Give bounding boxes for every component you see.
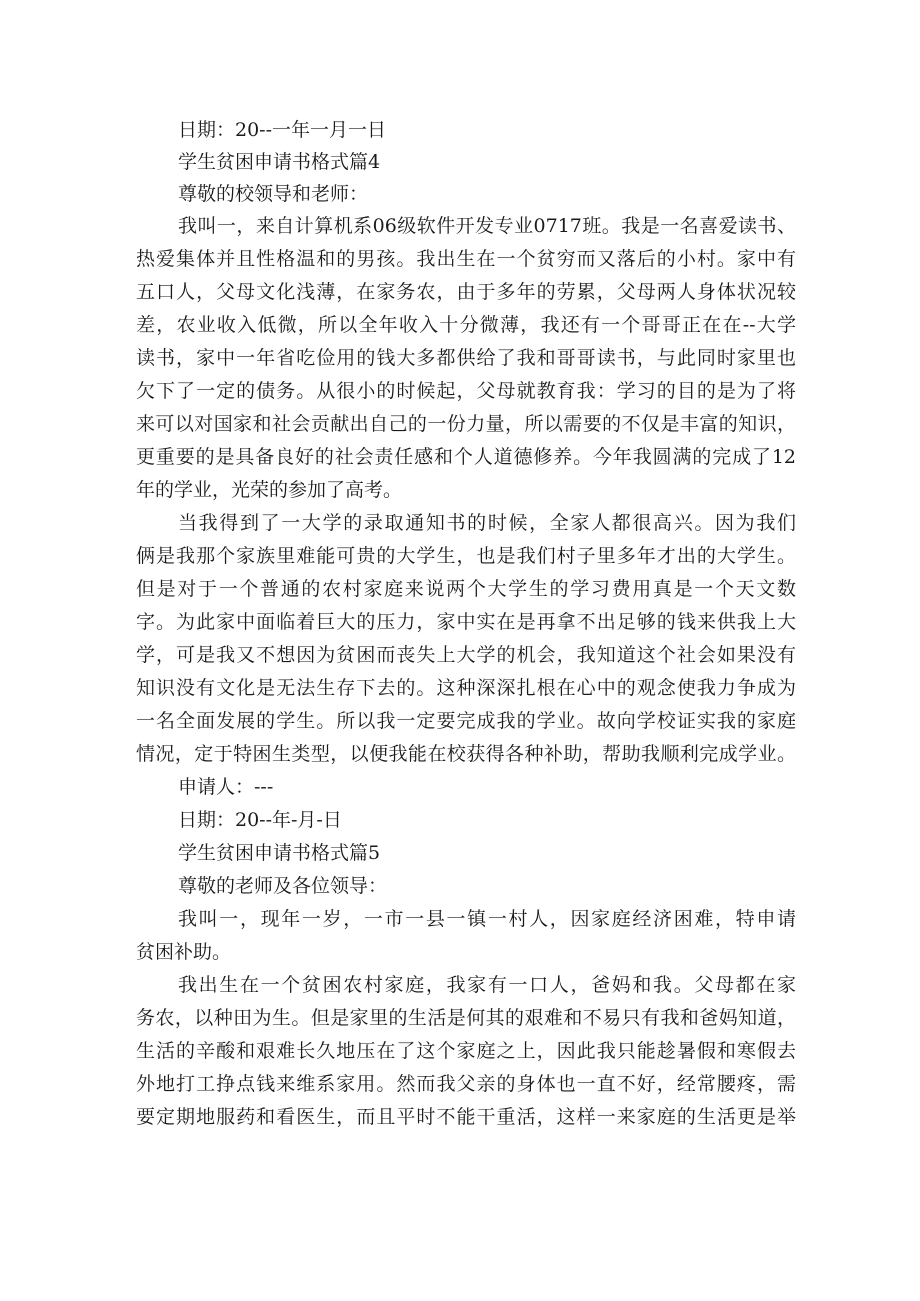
body-line: 外地打工挣点钱来维系家用。然而我父亲的身体也一直不好，经常腰疼，需 [136, 1073, 796, 1095]
body-line: 要定期地服药和看医生，而且平时不能干重活，这样一来家庭的生活更是举 [136, 1106, 796, 1128]
body-line: 情况，定于特困生类型，以便我能在校获得各种补助，帮助我顺利完成学业。 [136, 743, 796, 765]
body-line: 贫困补助。 [136, 941, 232, 963]
body-line: 我叫一，现年一岁，一市一县一镇一村人，因家庭经济困难，特申请 [178, 908, 796, 930]
salutation: 尊敬的老师及各位领导： [178, 875, 388, 897]
body-line: 我出生在一个贫困农村家庭，我家有一口人，爸妈和我。父母都在家 [178, 974, 796, 996]
body-line: 来可以对国家和社会贡献出自己的一份力量，所以需要的不仅是丰富的知识， [136, 413, 796, 435]
section-heading: 学生贫困申请书格式篇4 [178, 151, 381, 173]
body-line: 欠下了一定的债务。从很小的时候起，父母就教育我：学习的目的是为了将 [136, 380, 796, 402]
body-line: 字。为此家中面临着巨大的压力，家中实在是再拿不出足够的钱来供我上大 [136, 611, 796, 633]
body-line: 一名全面发展的学生。所以我一定要完成我的学业。故向学校证实我的家庭 [136, 710, 796, 732]
body-line: 年的学业，光荣的参加了高考。 [136, 479, 403, 501]
body-line: 热爱集体并且性格温和的男孩。我出生在一个贫穷而又落后的小村。家中有 [136, 248, 796, 270]
date-line: 日期：20--一年一月一日 [178, 119, 387, 141]
body-line: 当我得到了一大学的录取通知书的时候，全家人都很高兴。因为我们 [178, 512, 796, 534]
salutation: 尊敬的校领导和老师： [178, 183, 369, 205]
body-line: 读书，家中一年省吃俭用的钱大多都供给了我和哥哥读书，与此同时家里也 [136, 347, 796, 369]
body-line: 更重要的是具备良好的社会责任感和个人道德修养。今年我圆满的完成了12 [136, 446, 796, 468]
body-line: 差，农业收入低微，所以全年收入十分微薄，我还有一个哥哥正在在--大学 [136, 314, 796, 336]
body-line: 学，可是我又不想因为贫困而丧失上大学的机会，我知道这个社会如果没有 [136, 644, 796, 666]
body-line: 生活的辛酸和艰难长久地压在了这个家庭之上，因此我只能趁暑假和寒假去 [136, 1040, 796, 1062]
section-heading: 学生贫困申请书格式篇5 [178, 842, 381, 864]
body-line: 但是对于一个普通的农村家庭来说两个大学生的学习费用真是一个天文数 [136, 578, 796, 600]
date-line: 日期：20--年-月-日 [178, 809, 342, 831]
body-line: 务农，以种田为生。但是家里的生活是何其的艰难和不易只有我和爸妈知道， [136, 1007, 796, 1029]
body-line: 知识没有文化是无法生存下去的。这种深深扎根在心中的观念使我力争成为 [136, 677, 796, 699]
applicant-line: 申请人：--- [178, 776, 274, 798]
body-line: 俩是我那个家族里难能可贵的大学生，也是我们村子里多年才出的大学生。 [136, 545, 796, 567]
body-line: 五口人，父母文化浅薄，在家务农，由于多年的劳累，父母两人身体状况较 [136, 281, 796, 303]
body-line: 我叫一，来自计算机系06级软件开发专业0717班。我是一名喜爱读书、 [178, 215, 796, 237]
